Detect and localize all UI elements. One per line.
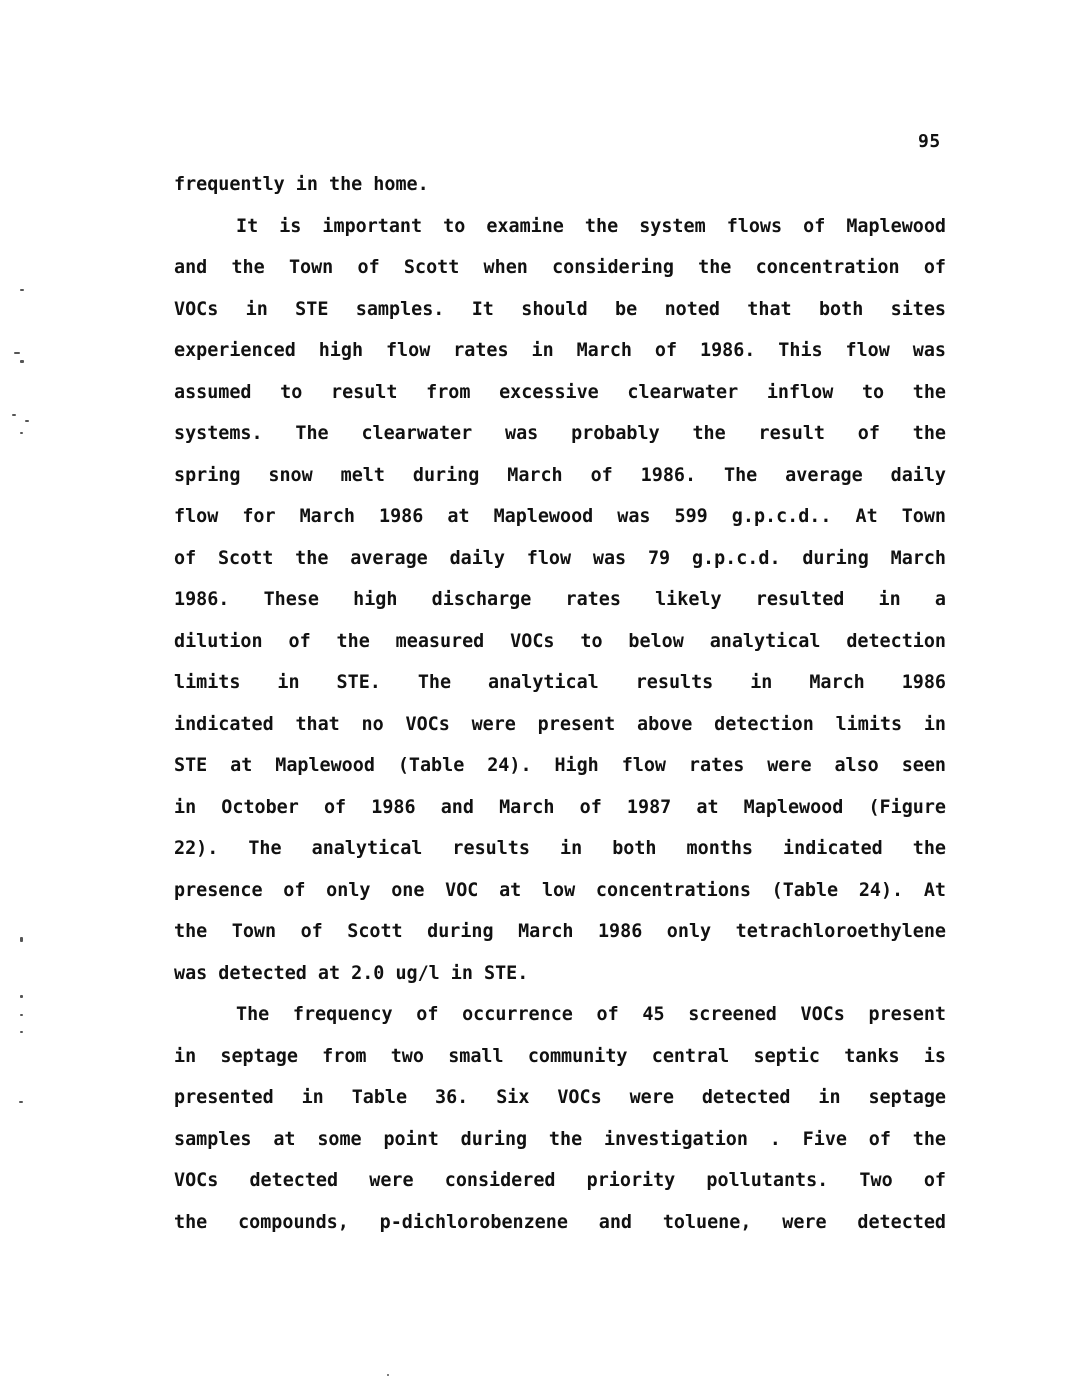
scan-speck [20, 937, 23, 942]
text-line: was detected at 2.0 ug/l in STE. [174, 962, 529, 984]
text-line: flow for March 1986 at Maplewood was 599 g.p.c.d.. At Town [174, 506, 946, 527]
scan-speck [20, 432, 23, 434]
text-line: the compounds, p-dichlorobenzene and toluene, were detected [174, 1211, 946, 1233]
scan-speck [20, 1031, 23, 1033]
text-line: frequently in the home. [174, 174, 429, 195]
text-line: in October of 1986 and March of 1987 at Maplewood (Figure [174, 796, 946, 818]
text-line: 22). The analytical results in both months indicated the [174, 838, 946, 859]
text-line: in septage from two small community central septic tanks is [174, 1045, 946, 1067]
text-line: presented in Table 36. Six VOCs were detected in septage [174, 1087, 946, 1108]
text-line: indicated that no VOCs were present above detection limits in [174, 713, 946, 735]
scan-speck [14, 352, 20, 354]
scan-speck [20, 360, 24, 363]
text-line: assumed to result from excessive clearwater inflow to the [174, 381, 946, 403]
text-line: It is important to examine the system flows of Maplewood [236, 215, 946, 237]
text-line: VOCs in STE samples. It should be noted that both sites [174, 298, 946, 320]
text-line: presence of only one VOC at low concentrations (Table 24). At [174, 879, 946, 901]
text-line: The frequency of occurrence of 45 screened VOCs present [236, 1004, 946, 1025]
scan-speck [12, 414, 16, 416]
text-line: systems. The clearwater was probably the result of the [174, 423, 946, 444]
text-line: 1986. These high discharge rates likely resulted in a [174, 589, 946, 610]
scan-speck [20, 1014, 23, 1016]
text-line: and the Town of Scott when considering the concentration of [174, 257, 946, 278]
scan-speck [19, 1101, 23, 1103]
text-line: experienced high flow rates in March of 1986. This flow was [174, 340, 946, 361]
text-line: VOCs detected were considered priority pollutants. Two of [174, 1170, 946, 1191]
text-line: of Scott the average daily flow was 79 g.p.c.d. during March [174, 547, 946, 569]
text-line: spring snow melt during March of 1986. The average daily [174, 464, 946, 486]
text-line: limits in STE. The analytical results in March 1986 [174, 672, 946, 693]
page-number: 95 [918, 131, 941, 152]
scan-speck [25, 420, 29, 422]
text-line: STE at Maplewood (Table 24). High flow rates were also seen [174, 755, 946, 776]
text-line: samples at some point during the investigation . Five of the [174, 1128, 946, 1150]
scan-speck [387, 1374, 389, 1376]
text-line: dilution of the measured VOCs to below analytical detection [174, 630, 946, 652]
scan-speck [20, 289, 24, 291]
body-text [174, 170, 946, 1249]
scan-speck [20, 995, 23, 998]
text-line: the Town of Scott during March 1986 only tetrachloroethylene [174, 921, 946, 942]
